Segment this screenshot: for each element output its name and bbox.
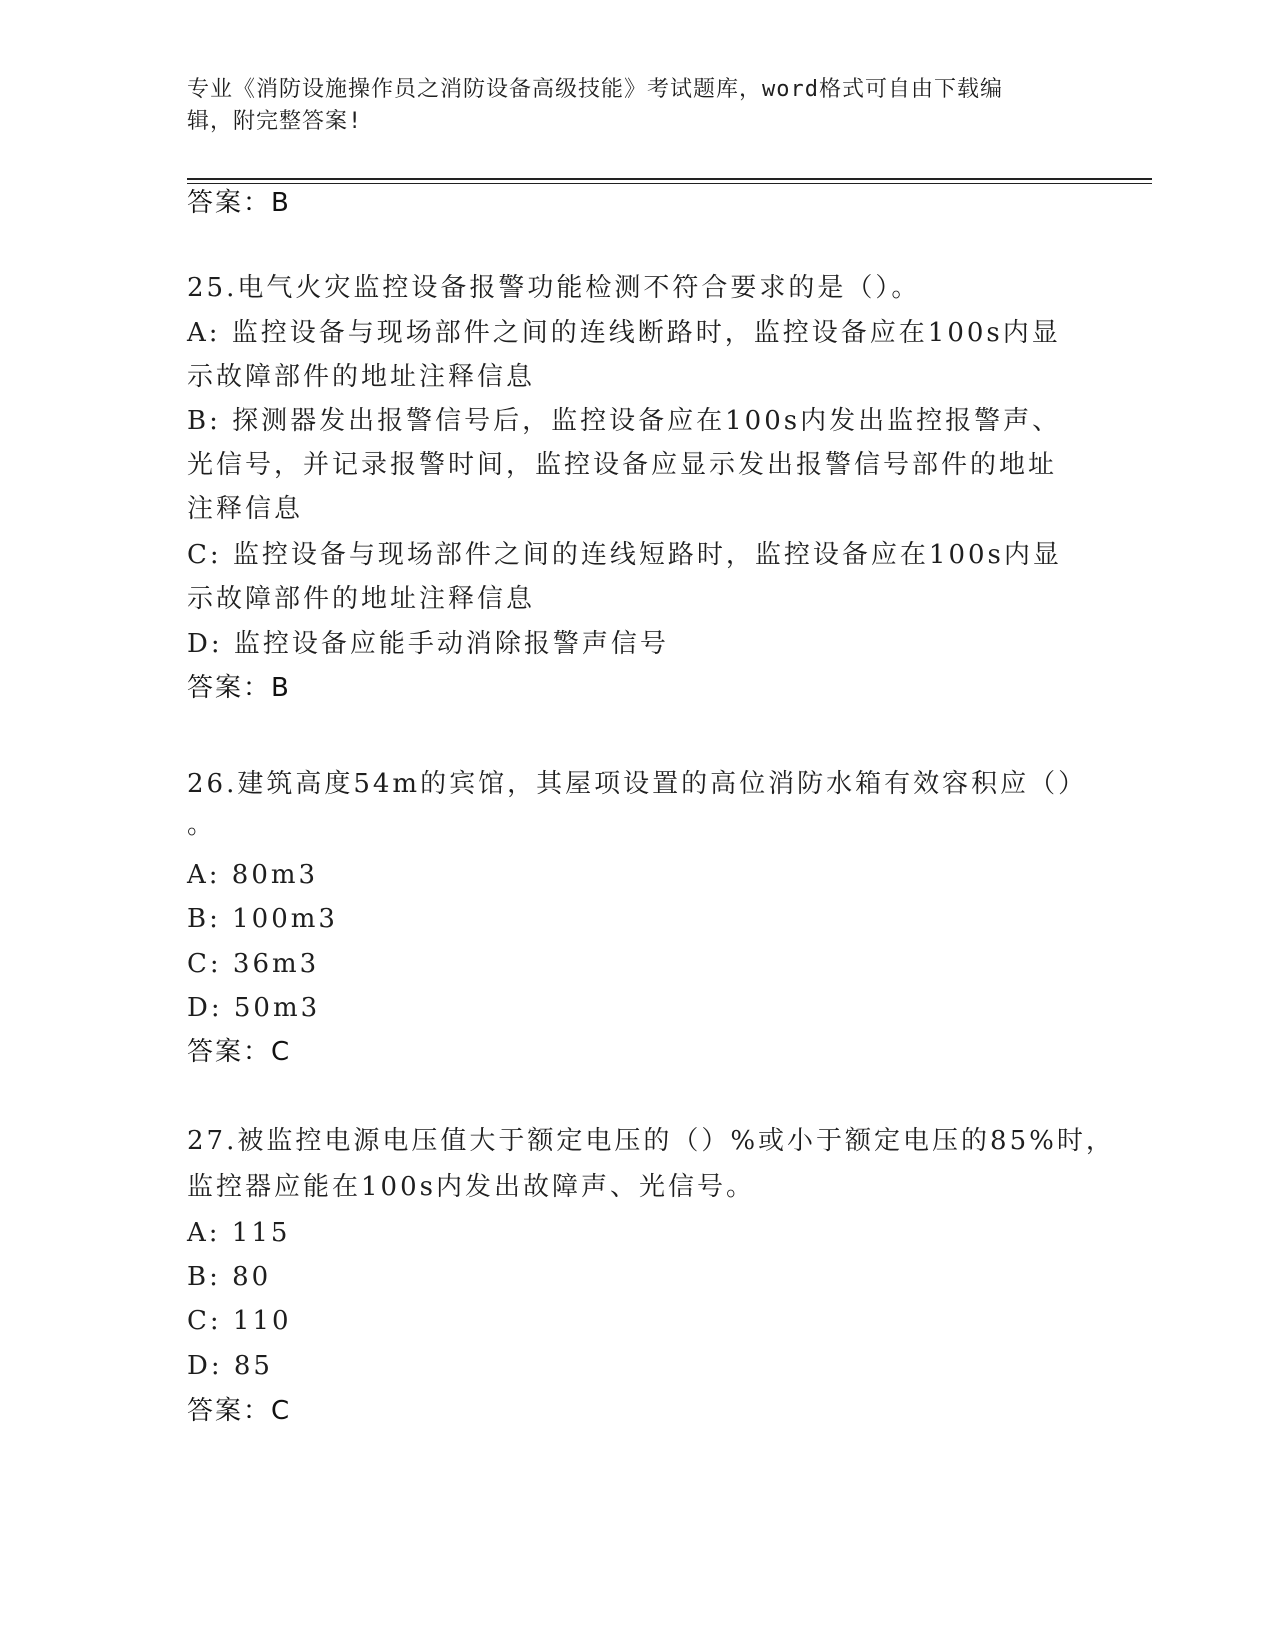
question-25-option-a-line-2: 示故障部件的地址注释信息 <box>187 362 536 392</box>
question-27-option-b: B: 80 <box>187 1262 272 1292</box>
header-divider-thick <box>187 178 1152 180</box>
question-26-option-c: C: 36m3 <box>187 949 320 979</box>
question-26-stem-line-2: 。 <box>187 810 217 840</box>
header-line-2: 辑，附完整答案! <box>187 109 363 134</box>
question-25-option-c-line-1: C: 监控设备与现场部件之间的连线短路时，监控设备应在100s内显 <box>187 540 1062 570</box>
question-26-option-a: A: 80m3 <box>187 860 319 890</box>
question-25-option-b-line-2: 光信号，并记录报警时间，监控设备应显示发出报警信号部件的地址 <box>187 450 1058 480</box>
question-25-stem: 25.电气火灾监控设备报警功能检测不符合要求的是（）。 <box>187 273 921 303</box>
question-26-option-b: B: 100m3 <box>187 904 338 934</box>
question-25-option-b-line-3: 注释信息 <box>187 494 304 524</box>
question-25-option-d: D: 监控设备应能手动消除报警声信号 <box>187 629 669 659</box>
header-divider-thin <box>187 183 1152 184</box>
question-27-option-c: C: 110 <box>187 1306 292 1336</box>
question-26-answer: 答案：C <box>187 1037 292 1067</box>
question-25-option-a-line-1: A: 监控设备与现场部件之间的连线断路时，监控设备应在100s内显 <box>187 318 1061 348</box>
header-line-1: 专业《消防设施操作员之消防设备高级技能》考试题库，word格式可自由下载编 <box>187 77 1003 102</box>
question-27-answer: 答案：C <box>187 1396 292 1426</box>
question-27-option-a: A: 115 <box>187 1218 291 1248</box>
question-27-stem-line-1: 27.被监控电源电压值大于额定电压的（）%或小于额定电压的85%时， <box>187 1126 1115 1156</box>
question-25-option-b-line-1: B: 探测器发出报警信号后，监控设备应在100s内发出监控报警声、 <box>187 406 1062 436</box>
page-header <box>187 74 1067 138</box>
question-26-stem-line-1: 26.建筑高度54m的宾馆，其屋项设置的高位消防水箱有效容积应（） <box>187 769 1088 799</box>
question-25-option-c-line-2: 示故障部件的地址注释信息 <box>187 584 536 614</box>
question-27-option-d: D: 85 <box>187 1351 273 1381</box>
question-25-answer: 答案：B <box>187 673 291 703</box>
question-26-option-d: D: 50m3 <box>187 993 321 1023</box>
previous-answer: 答案：B <box>187 188 291 218</box>
question-27-stem-line-2: 监控器应能在100s内发出故障声、光信号。 <box>187 1172 755 1202</box>
